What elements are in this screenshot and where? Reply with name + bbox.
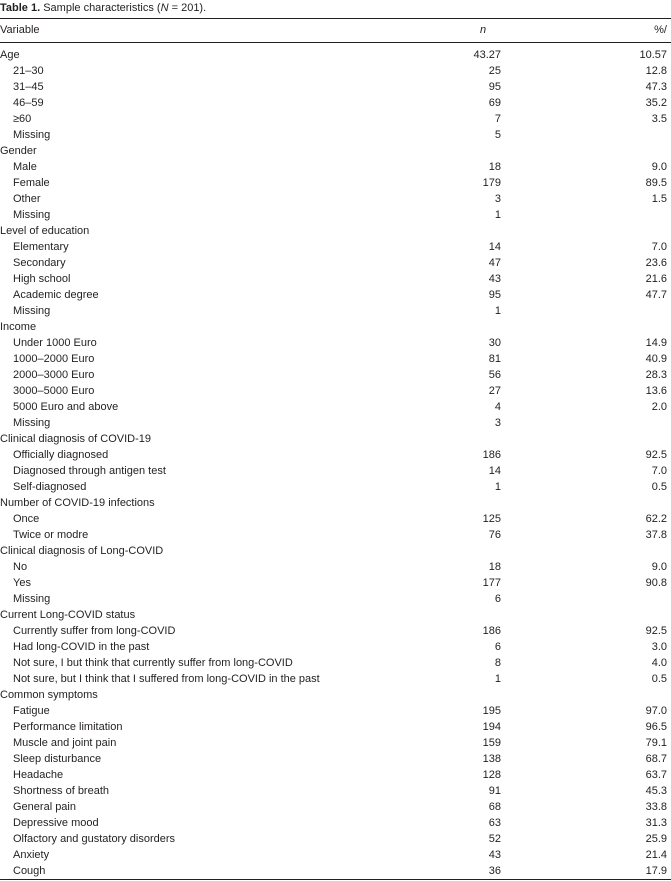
row-n-value: 159 — [482, 737, 501, 749]
row-label: Fatigue — [13, 705, 50, 717]
row-percent-value: 63.7 — [645, 769, 667, 781]
row-percent-value: 31.3 — [645, 817, 667, 829]
table-row — [0, 719, 671, 735]
row-n-value: 36 — [488, 865, 501, 877]
table-row — [0, 175, 671, 191]
row-percent-value: 12.8 — [645, 65, 667, 77]
row-label: Once — [13, 513, 40, 525]
row-n-value: 56 — [488, 369, 501, 381]
row-label: Elementary — [13, 241, 69, 253]
table-row — [0, 671, 671, 687]
table-row — [0, 863, 671, 879]
row-percent-value: 23.6 — [645, 257, 667, 269]
row-n-value: 177 — [482, 577, 501, 589]
row-n-value: 8 — [494, 657, 501, 669]
row-label: Not sure, I but think that currently suffer from long-COVID — [13, 657, 293, 669]
row-n-value: 43 — [488, 273, 501, 285]
row-label: 5000 Euro and above — [13, 401, 119, 413]
row-label: ≥60 — [13, 113, 32, 125]
row-percent-value: 90.8 — [645, 577, 667, 589]
table-row — [0, 815, 671, 831]
row-n-value: 69 — [488, 97, 501, 109]
row-n-value: 186 — [482, 449, 501, 461]
row-label: Academic degree — [13, 289, 99, 301]
caption-label: Table 1. — [0, 2, 41, 14]
table-row — [0, 287, 671, 303]
row-label: Had long-COVID in the past — [13, 641, 150, 653]
table-row — [0, 239, 671, 255]
table-row — [0, 367, 671, 383]
row-label: 2000–3000 Euro — [13, 369, 95, 381]
caption-text-after: = 201). — [168, 2, 207, 14]
row-percent-value: 47.7 — [645, 289, 667, 301]
row-percent-value: 4.0 — [651, 657, 667, 669]
row-n-value: 95 — [488, 81, 501, 93]
table-category-row — [0, 319, 671, 335]
table-row — [0, 847, 671, 863]
row-percent-value: 92.5 — [645, 449, 667, 461]
table-row — [0, 447, 671, 463]
row-label: Gender — [0, 145, 37, 157]
table-row — [0, 639, 671, 655]
row-n-value: 186 — [482, 625, 501, 637]
table-row — [0, 559, 671, 575]
row-n-value: 30 — [488, 337, 501, 349]
table-row — [0, 415, 671, 431]
row-label: 3000–5000 Euro — [13, 385, 95, 397]
table-header-row — [0, 22, 671, 38]
row-n-value: 7 — [494, 113, 501, 125]
table-row — [0, 751, 671, 767]
row-n-value: 1 — [494, 209, 501, 221]
table-row — [0, 159, 671, 175]
row-n-value: 6 — [494, 593, 501, 605]
row-n-value: 47 — [488, 257, 501, 269]
row-n-value: 128 — [482, 769, 501, 781]
row-n-value: 18 — [488, 561, 501, 573]
row-label: 31–45 — [13, 81, 44, 93]
row-percent-value: 21.4 — [645, 849, 667, 861]
row-n-value: 5 — [494, 129, 501, 141]
row-percent-value: 14.9 — [645, 337, 667, 349]
row-label: Self-diagnosed — [13, 481, 87, 493]
row-label: Income — [0, 321, 37, 333]
row-percent-value: 10.57 — [639, 49, 667, 61]
table-top-rule — [0, 18, 671, 19]
row-label: Common symptoms — [0, 689, 98, 701]
row-n-value: 1 — [494, 305, 501, 317]
table-row — [0, 479, 671, 495]
header-variable: Variable — [0, 24, 40, 36]
row-label: Male — [13, 161, 37, 173]
row-label: Performance limitation — [13, 721, 123, 733]
table-category-row — [0, 431, 671, 447]
table-row — [0, 207, 671, 223]
caption-text-before: Sample characteristics ( — [40, 2, 161, 14]
row-percent-value: 28.3 — [645, 369, 667, 381]
table-row — [0, 271, 671, 287]
row-label: Diagnosed through antigen test — [13, 465, 166, 477]
table-caption — [0, 1, 206, 15]
row-label: Currently suffer from long-COVID — [13, 625, 176, 637]
row-n-value: 1 — [494, 481, 501, 493]
table-row — [0, 255, 671, 271]
row-label: Level of education — [0, 225, 90, 237]
row-percent-value: 17.9 — [645, 865, 667, 877]
table-category-row — [0, 687, 671, 703]
row-n-value: 14 — [488, 465, 501, 477]
row-label: Muscle and joint pain — [13, 737, 117, 749]
row-percent-value: 1.5 — [651, 193, 667, 205]
row-label: Anxiety — [13, 849, 50, 861]
row-percent-value: 9.0 — [651, 561, 667, 573]
row-label: Other — [13, 193, 41, 205]
row-label: Not sure, but I think that I suffered from long-COVID in the past — [13, 673, 320, 685]
row-percent-value: 68.7 — [645, 753, 667, 765]
table-row — [0, 351, 671, 367]
row-label: Current Long-COVID status — [0, 609, 136, 621]
row-label: Shortness of breath — [13, 785, 110, 797]
table-row — [0, 575, 671, 591]
row-n-value: 1 — [494, 673, 501, 685]
row-label: Missing — [13, 305, 51, 317]
table-row — [0, 655, 671, 671]
row-label: Clinical diagnosis of Long-COVID — [0, 545, 164, 557]
table-row — [0, 799, 671, 815]
table-row — [0, 783, 671, 799]
row-n-value: 63 — [488, 817, 501, 829]
table-row — [0, 303, 671, 319]
table-row — [0, 111, 671, 127]
row-percent-value: 89.5 — [645, 177, 667, 189]
row-label: Female — [13, 177, 50, 189]
row-n-value: 76 — [488, 529, 501, 541]
row-n-value: 4 — [494, 401, 501, 413]
row-label: Officially diagnosed — [13, 449, 109, 461]
table-row — [0, 399, 671, 415]
row-label: Missing — [13, 417, 51, 429]
row-percent-value: 47.3 — [645, 81, 667, 93]
row-label: Age — [0, 49, 20, 61]
table-row — [0, 63, 671, 79]
row-n-value: 43.27 — [473, 49, 501, 61]
table-category-row — [0, 543, 671, 559]
row-label: Missing — [13, 593, 51, 605]
table-row — [0, 831, 671, 847]
row-percent-value: 0.5 — [651, 481, 667, 493]
row-n-value: 18 — [488, 161, 501, 173]
table-row — [0, 591, 671, 607]
row-percent-value: 7.0 — [651, 241, 667, 253]
row-percent-value: 92.5 — [645, 625, 667, 637]
row-percent-value: 13.6 — [645, 385, 667, 397]
caption-n-symbol: N — [160, 2, 169, 14]
row-percent-value: 62.2 — [645, 513, 667, 525]
row-label: High school — [13, 273, 71, 285]
row-percent-value: 3.0 — [651, 641, 667, 653]
row-n-value: 3 — [494, 417, 501, 429]
row-percent-value: 37.8 — [645, 529, 667, 541]
table-category-row — [0, 47, 671, 63]
table-category-row — [0, 495, 671, 511]
row-percent-value: 21.6 — [645, 273, 667, 285]
row-n-value: 95 — [488, 289, 501, 301]
row-n-value: 125 — [482, 513, 501, 525]
table-row — [0, 383, 671, 399]
row-n-value: 43 — [488, 849, 501, 861]
row-n-value: 179 — [482, 177, 501, 189]
row-label: Depressive mood — [13, 817, 99, 829]
row-n-value: 91 — [488, 785, 501, 797]
table-row — [0, 767, 671, 783]
row-n-value: 81 — [488, 353, 501, 365]
row-percent-value: 33.8 — [645, 801, 667, 813]
row-label: Number of COVID-19 infections — [0, 497, 155, 509]
row-percent-value: 3.5 — [651, 113, 667, 125]
row-n-value: 3 — [494, 193, 501, 205]
row-n-value: 27 — [488, 385, 501, 397]
row-percent-value: 45.3 — [645, 785, 667, 797]
row-label: Missing — [13, 209, 51, 221]
row-label: 21–30 — [13, 65, 44, 77]
row-label: No — [13, 561, 28, 573]
row-label: Cough — [13, 865, 46, 877]
row-n-value: 14 — [488, 241, 501, 253]
row-percent-value: 79.1 — [645, 737, 667, 749]
row-percent-value: 0.5 — [651, 673, 667, 685]
row-label: 1000–2000 Euro — [13, 353, 95, 365]
header-percent: %/ — [654, 24, 667, 36]
table-row — [0, 511, 671, 527]
table-row — [0, 191, 671, 207]
row-percent-value: 40.9 — [645, 353, 667, 365]
table-row — [0, 127, 671, 143]
row-label: Clinical diagnosis of COVID-19 — [0, 433, 152, 445]
table-row — [0, 735, 671, 751]
row-percent-value: 35.2 — [645, 97, 667, 109]
row-n-value: 52 — [488, 833, 501, 845]
table-row — [0, 95, 671, 111]
table-header-rule — [0, 42, 671, 43]
table-row — [0, 79, 671, 95]
table-bottom-rule — [0, 879, 671, 880]
row-percent-value: 96.5 — [645, 721, 667, 733]
table-category-row — [0, 223, 671, 239]
row-label: General pain — [13, 801, 76, 813]
table-row — [0, 703, 671, 719]
row-n-value: 194 — [482, 721, 501, 733]
row-percent-value: 9.0 — [651, 161, 667, 173]
row-label: Yes — [13, 577, 31, 589]
row-percent-value: 97.0 — [645, 705, 667, 717]
row-label: Under 1000 Euro — [13, 337, 97, 349]
row-percent-value: 2.0 — [651, 401, 667, 413]
row-label: Olfactory and gustatory disorders — [13, 833, 176, 845]
row-label: Twice or modre — [13, 529, 89, 541]
row-percent-value: 7.0 — [651, 465, 667, 477]
row-n-value: 25 — [488, 65, 501, 77]
table-category-row — [0, 143, 671, 159]
row-label: Secondary — [13, 257, 66, 269]
row-n-value: 68 — [488, 801, 501, 813]
table-row — [0, 623, 671, 639]
table-row — [0, 527, 671, 543]
table-row — [0, 463, 671, 479]
row-percent-value: 25.9 — [645, 833, 667, 845]
row-n-value: 195 — [482, 705, 501, 717]
table-row — [0, 335, 671, 351]
row-label: 46–59 — [13, 97, 44, 109]
row-label: Headache — [13, 769, 64, 781]
row-n-value: 138 — [482, 753, 501, 765]
header-n: n — [480, 24, 487, 36]
row-label: Sleep disturbance — [13, 753, 102, 765]
row-label: Missing — [13, 129, 51, 141]
row-n-value: 6 — [494, 641, 501, 653]
table-category-row — [0, 607, 671, 623]
